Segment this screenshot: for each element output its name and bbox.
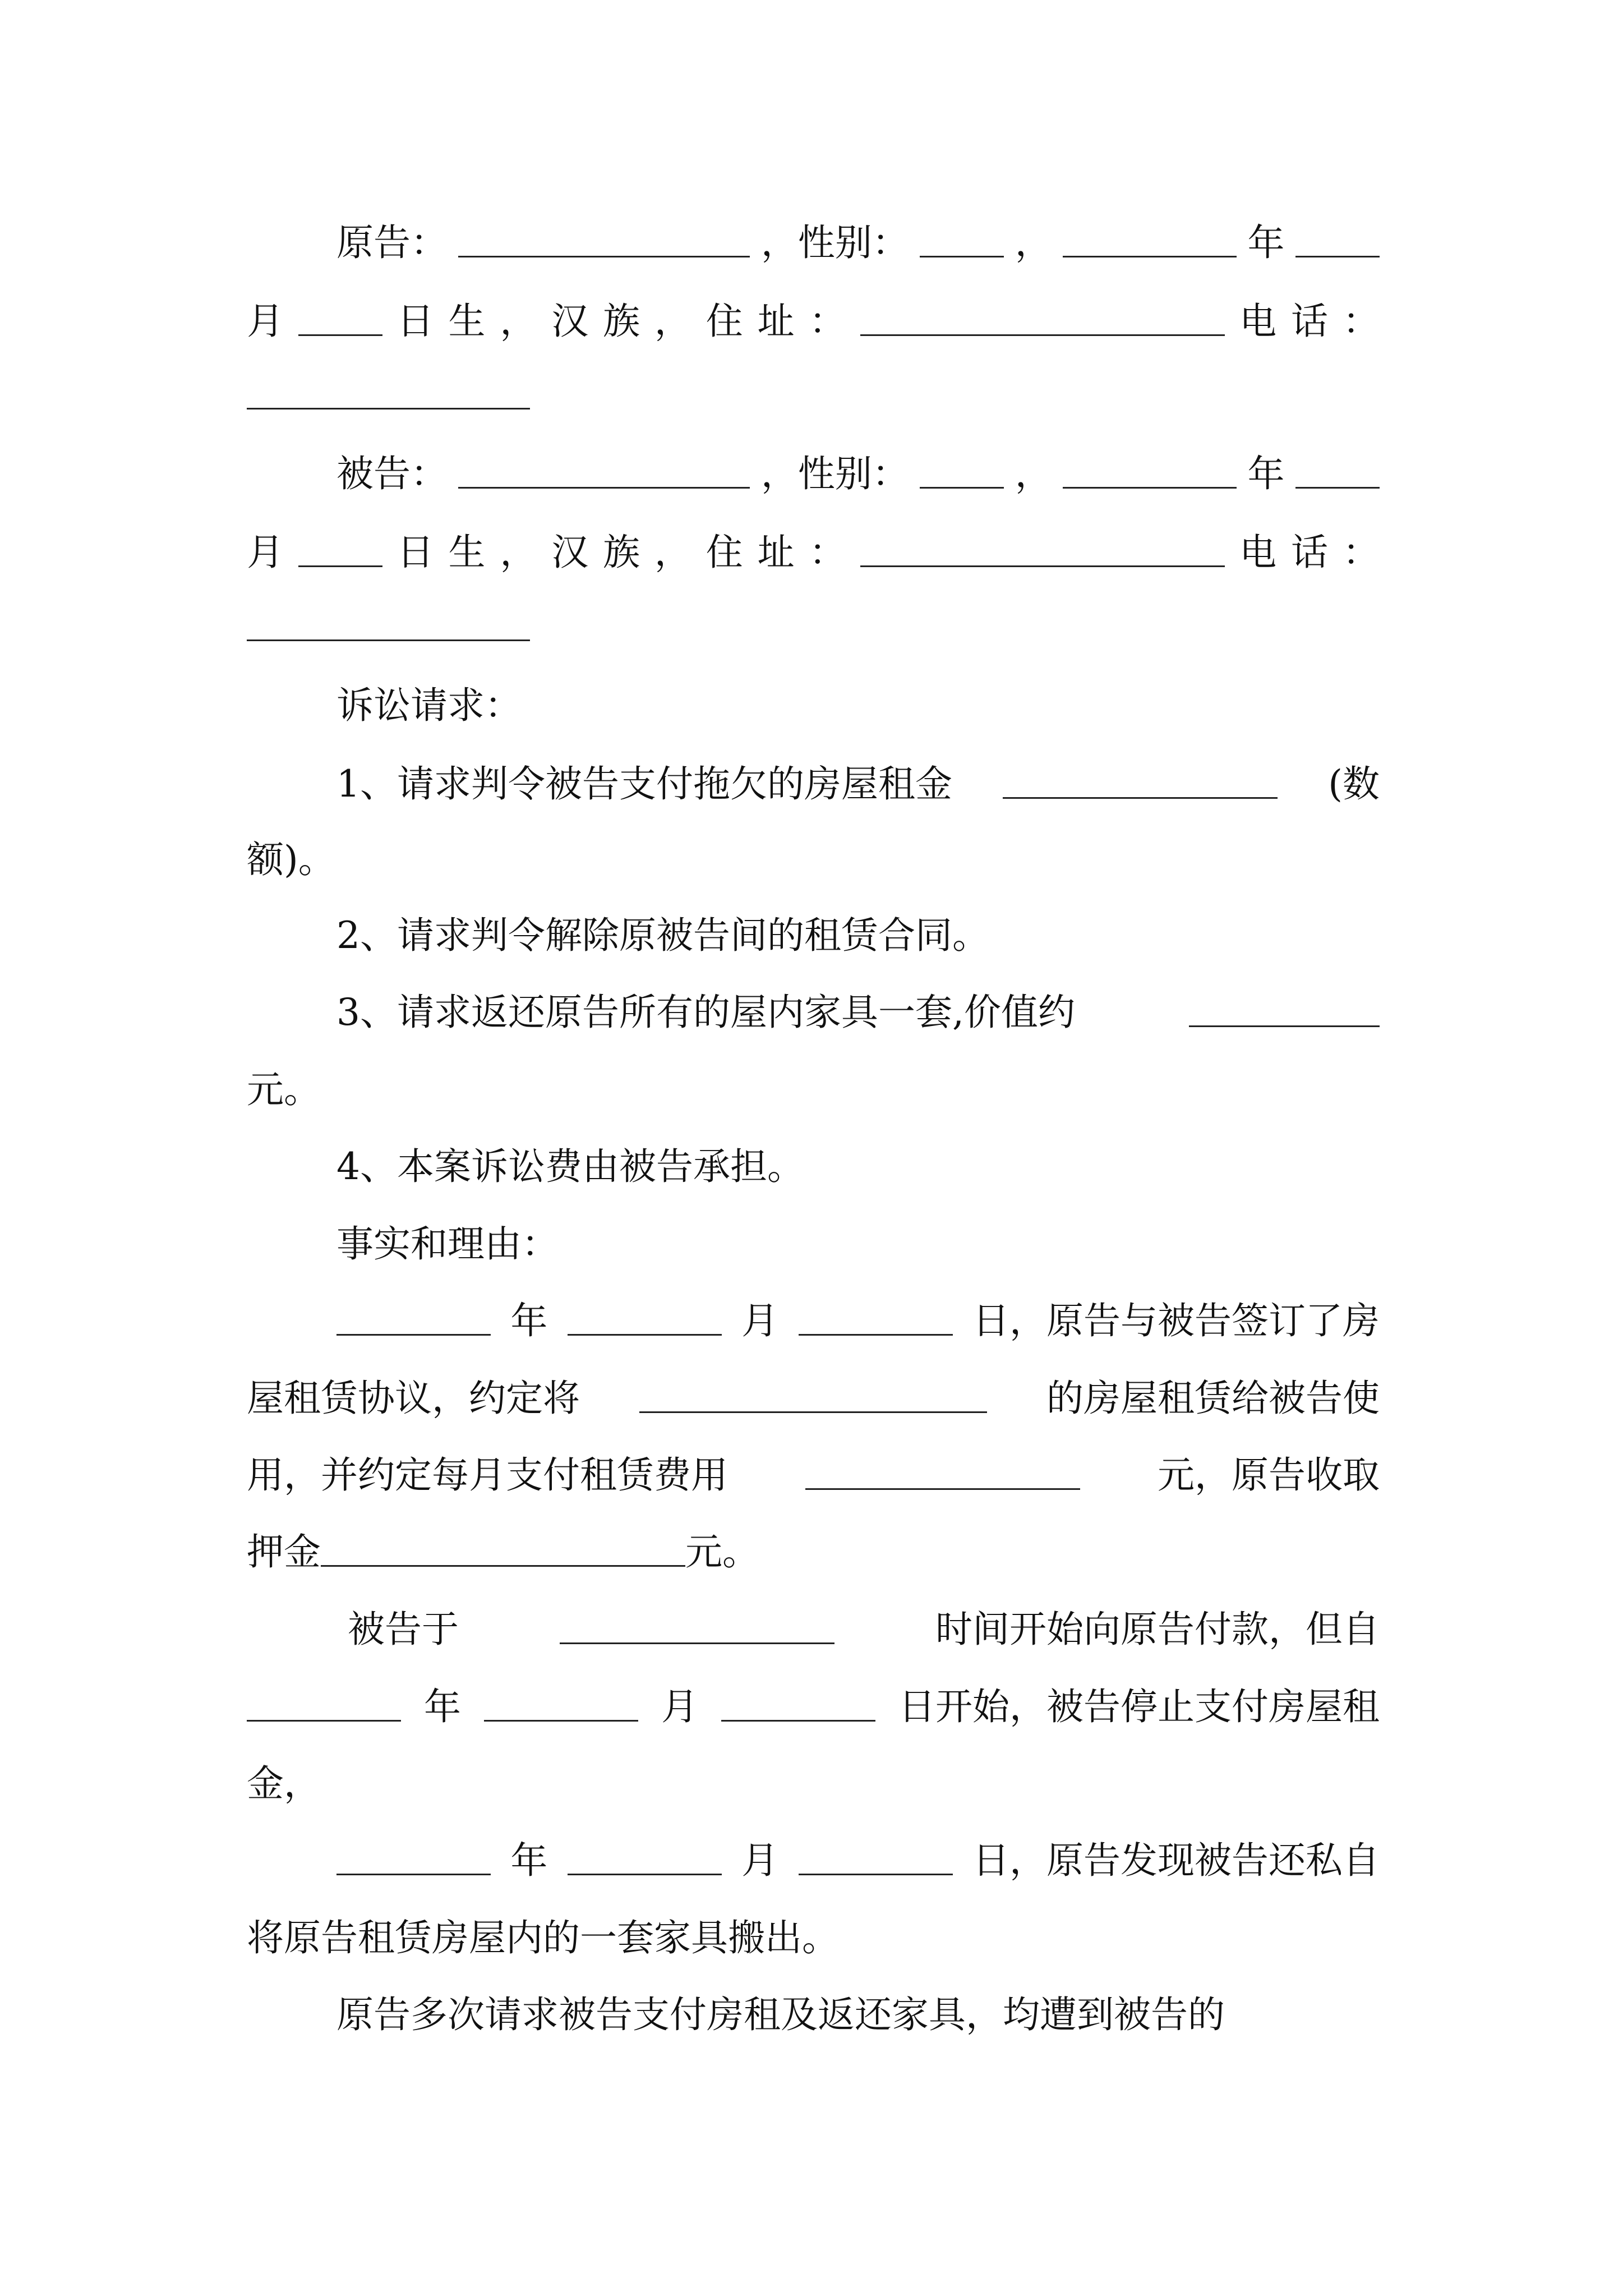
claims-heading-line — [336, 675, 1380, 737]
phone-char: 话 — [1290, 531, 1328, 574]
plaintiff-label: 原告： — [336, 221, 448, 264]
day-label: 日 — [396, 531, 434, 574]
year-label: 年 — [510, 1299, 548, 1342]
defendant-gender-blank[interactable] — [920, 459, 1004, 489]
facts-p4-line-1 — [336, 1984, 1380, 2046]
colon: ： — [809, 300, 846, 343]
property-address-blank[interactable] — [639, 1383, 987, 1413]
facts-p1-line-2 — [247, 1368, 1380, 1429]
facts-p2-line-2 — [247, 1676, 1380, 1738]
claim-1-text: 1、请求判令被告支付拖欠的房屋租金 — [336, 762, 952, 806]
gender-label: ，性别： — [760, 221, 909, 264]
ethnicity-char: 族 — [603, 300, 640, 343]
claim-3-text: 3、请求返还原告所有的屋内家具一套,价值约 — [336, 991, 1075, 1034]
year-label: 年 — [510, 1839, 548, 1882]
address-char: 住 — [706, 531, 743, 574]
claim-3-value-blank[interactable] — [1189, 997, 1380, 1027]
facts-heading-line — [336, 1213, 1380, 1275]
facts-p2-text: 金， — [247, 1762, 321, 1805]
facts-p1-line-3 — [247, 1444, 1380, 1506]
facts-p3-text: 日，原告发现被告还私自 — [972, 1839, 1380, 1882]
comma: ， — [500, 531, 537, 574]
facts-p1-text: 屋租赁协议，约定将 — [247, 1377, 580, 1420]
facts-p1-text: 的房屋租赁给被告使 — [1046, 1377, 1380, 1420]
plaintiff-line-2 — [247, 291, 1380, 352]
monthly-rent-blank[interactable] — [805, 1460, 1080, 1490]
discovery-year-blank[interactable] — [336, 1846, 491, 1875]
year-label: 年 — [424, 1685, 461, 1728]
claim-2-line — [336, 905, 1380, 967]
facts-p1-text: 用，并约定每月支付租赁费用 — [247, 1453, 728, 1497]
facts-p2-text: 时间开始向原告付款，但自 — [935, 1608, 1380, 1651]
facts-p2-text: 日开始，被告停止支付房屋租 — [898, 1685, 1380, 1728]
month-label: 月 — [741, 1839, 779, 1882]
comma: ， — [654, 300, 691, 343]
facts-p4-text: 原告多次请求被告支付房租及返还家具，均遭到被告的 — [336, 1993, 1225, 2036]
deposit-blank[interactable] — [321, 1537, 685, 1567]
phone-char: 电 — [1239, 531, 1277, 574]
claim-1-text-cont: 额)。 — [247, 838, 335, 881]
contract-day-blank[interactable] — [799, 1306, 953, 1336]
facts-heading: 事实和理由： — [336, 1222, 559, 1266]
facts-p2-line-3 — [247, 1753, 1380, 1815]
defendant-birth-day-blank[interactable] — [298, 537, 382, 567]
colon: ： — [1342, 531, 1380, 574]
claim-3-line-2 — [247, 1059, 1380, 1121]
payment-stop-year-blank[interactable] — [247, 1692, 401, 1722]
comma: ， — [654, 531, 691, 574]
born-label: 生 — [448, 300, 486, 343]
claim-1-line-2 — [247, 829, 1380, 891]
claim-4-line — [336, 1136, 1380, 1198]
year-label: 年 — [1247, 452, 1285, 495]
address-char: 址 — [757, 531, 795, 574]
plaintiff-name-blank[interactable] — [458, 228, 750, 257]
comma: ， — [1015, 452, 1052, 495]
gender-label: ，性别： — [760, 452, 909, 495]
born-label: 生 — [448, 531, 486, 574]
facts-p1-text: 日，原告与被告签订了房 — [972, 1299, 1380, 1342]
defendant-address-blank[interactable] — [860, 537, 1225, 567]
payment-stop-day-blank[interactable] — [721, 1692, 875, 1722]
claims-heading: 诉讼请求： — [336, 684, 522, 727]
payment-start-time-blank[interactable] — [560, 1614, 834, 1644]
month-label: 月 — [247, 300, 284, 343]
comma: ， — [1015, 221, 1052, 264]
claim-3-text-cont: 元。 — [247, 1068, 321, 1111]
facts-p1-text: 押金 — [247, 1530, 321, 1573]
address-char: 址 — [757, 300, 795, 343]
plaintiff-phone-blank[interactable] — [247, 408, 530, 409]
plaintiff-birth-month-blank[interactable] — [1295, 228, 1380, 257]
defendant-label: 被告： — [336, 452, 448, 495]
facts-p2-line-1 — [348, 1599, 1380, 1660]
claim-1-amount-blank[interactable] — [1003, 769, 1278, 799]
year-label: 年 — [1247, 221, 1285, 264]
contract-month-blank[interactable] — [568, 1306, 722, 1336]
ethnicity-char: 汉 — [551, 531, 589, 574]
facts-p1-text: 元。 — [685, 1530, 759, 1573]
defendant-birth-month-blank[interactable] — [1295, 459, 1380, 489]
claim-4-text: 4、本案诉讼费由被告承担。 — [336, 1145, 804, 1188]
facts-p1-text: 元，原告收取 — [1158, 1453, 1380, 1497]
month-label: 月 — [741, 1299, 779, 1342]
month-label: 月 — [247, 531, 284, 574]
claim-1-line-1 — [336, 753, 1380, 815]
day-label: 日 — [396, 300, 434, 343]
facts-p2-text: 被告于 — [348, 1608, 459, 1651]
facts-p3-line-2 — [247, 1907, 1380, 1969]
colon: ： — [1342, 300, 1380, 343]
month-label: 月 — [661, 1685, 698, 1728]
colon: ： — [809, 531, 846, 574]
facts-p3-text: 将原告租赁房屋内的一套家具搬出。 — [247, 1916, 839, 1959]
plaintiff-line-1 — [336, 212, 1380, 274]
ethnicity-char: 族 — [603, 531, 640, 574]
defendant-birth-year-blank[interactable] — [1063, 459, 1237, 489]
facts-p1-line-4 — [247, 1521, 1380, 1583]
facts-p1-line-1 — [336, 1290, 1380, 1352]
plaintiff-birth-year-blank[interactable] — [1063, 228, 1237, 257]
defendant-name-blank[interactable] — [458, 459, 750, 489]
ethnicity-char: 汉 — [551, 300, 589, 343]
discovery-month-blank[interactable] — [568, 1846, 722, 1875]
claim-3-line-1 — [336, 982, 1380, 1043]
payment-stop-month-blank[interactable] — [484, 1692, 638, 1722]
plaintiff-birth-day-blank[interactable] — [298, 306, 382, 336]
plaintiff-gender-blank[interactable] — [920, 228, 1004, 257]
discovery-day-blank[interactable] — [799, 1846, 953, 1875]
claim-2-text: 2、请求判令解除原被告间的租赁合同。 — [336, 914, 989, 957]
defendant-line-2 — [247, 522, 1380, 583]
comma: ， — [500, 300, 537, 343]
facts-p3-line-1 — [336, 1830, 1380, 1892]
phone-char: 话 — [1290, 300, 1328, 343]
defendant-line-1 — [336, 443, 1380, 505]
address-char: 住 — [706, 300, 743, 343]
defendant-phone-blank[interactable] — [247, 639, 530, 641]
claim-1-text-end: (数 — [1328, 762, 1380, 806]
plaintiff-address-blank[interactable] — [860, 306, 1225, 336]
contract-year-blank[interactable] — [336, 1306, 491, 1336]
phone-char: 电 — [1239, 300, 1277, 343]
